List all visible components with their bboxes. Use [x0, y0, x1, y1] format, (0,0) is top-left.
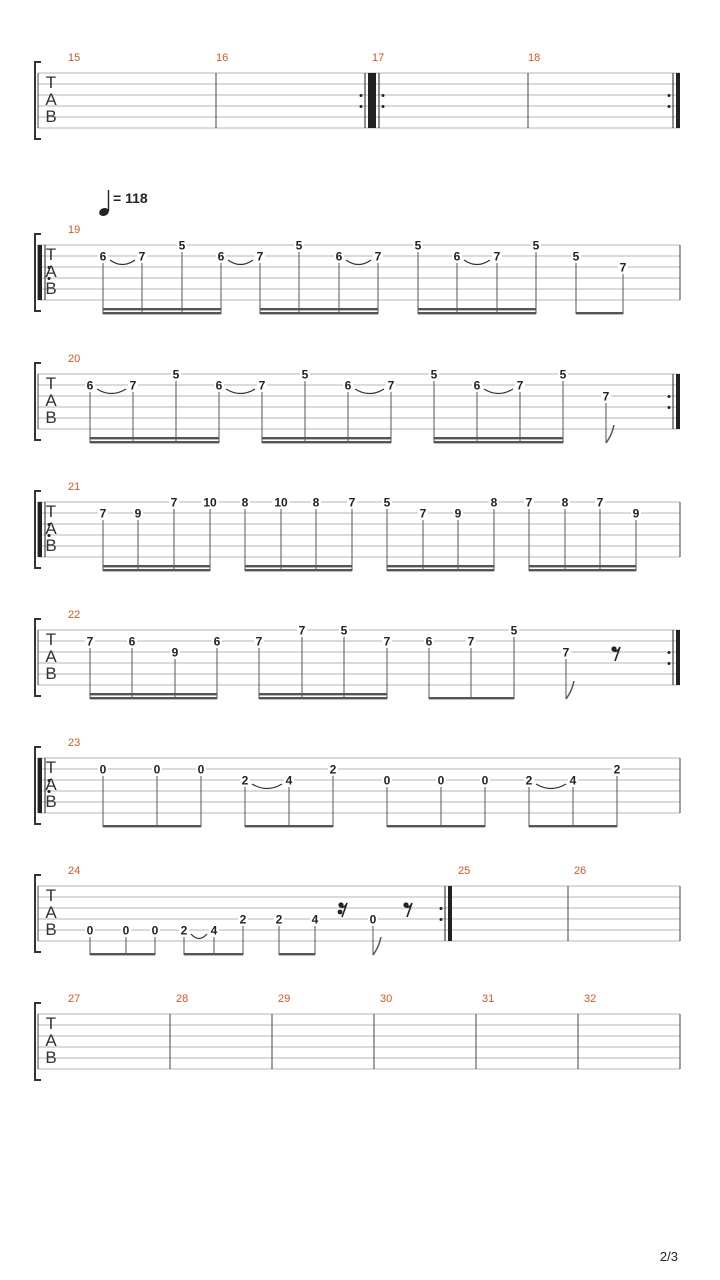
fret-number: 10: [203, 495, 217, 510]
tab-clef-letter: B: [45, 792, 57, 811]
tie: [355, 389, 384, 394]
fret-number: 0: [481, 773, 489, 788]
fret-number: 0: [86, 923, 94, 938]
beam: [529, 565, 636, 567]
tab-system: [35, 737, 680, 827]
fret-number: 0: [99, 762, 107, 777]
repeat-start-thick-bar: [38, 758, 42, 813]
repeat-dot: [668, 651, 671, 654]
repeat-dot: [360, 94, 363, 97]
repeat-end-thick-bar: [448, 886, 452, 941]
fret-number: 4: [311, 912, 319, 927]
fret-number: 5: [301, 367, 309, 382]
fret-number: 7: [596, 495, 604, 510]
tab-system: [35, 609, 680, 699]
measure-number: 20: [68, 353, 81, 365]
beam: [387, 825, 485, 827]
fret-number: 0: [151, 923, 159, 938]
beam: [387, 565, 494, 567]
tab-clef-letter: T: [45, 73, 57, 92]
fret-number: 10: [274, 495, 288, 510]
fret-number: 6: [335, 249, 343, 264]
fret-number: 7: [256, 249, 264, 264]
measure-number: 18: [528, 52, 541, 64]
fret-number: 7: [467, 634, 475, 649]
measure: [68, 353, 680, 443]
tab-clef-letter: A: [45, 903, 57, 922]
fret-number: 5: [295, 238, 303, 253]
beam: [260, 312, 378, 314]
fret-number: 5: [383, 495, 391, 510]
fret-number: 5: [178, 238, 186, 253]
tab-clef-letter: B: [45, 920, 57, 939]
tab-system: [35, 52, 680, 139]
tab-system: [35, 353, 680, 443]
fret-number: 5: [532, 238, 540, 253]
tie: [226, 389, 255, 394]
page-number: 2/3: [659, 1249, 678, 1264]
fret-number: 5: [510, 623, 518, 638]
repeat-end-thick-bar: [676, 374, 680, 429]
fret-number: 7: [383, 634, 391, 649]
fret-number: 7: [602, 389, 610, 404]
fret-number: 6: [344, 378, 352, 393]
repeat-end-thick-bar: [368, 73, 372, 128]
beam: [90, 953, 155, 955]
repeat-dot: [440, 907, 443, 910]
tab-clef-letter: B: [45, 536, 57, 555]
tab-clef-letter: A: [45, 647, 57, 666]
fret-number: 7: [493, 249, 501, 264]
measure-number: 31: [482, 993, 495, 1005]
repeat-dot: [668, 395, 671, 398]
fret-number: 2: [525, 773, 533, 788]
beam: [90, 437, 219, 439]
beam: [103, 565, 210, 567]
beam: [103, 308, 221, 310]
tie: [346, 260, 371, 265]
beam: [418, 312, 536, 314]
note-flag: [606, 425, 614, 443]
beam: [90, 693, 217, 695]
fret-number: 9: [454, 506, 462, 521]
measure-number: 22: [68, 609, 81, 621]
fret-number: 7: [348, 495, 356, 510]
fret-number: 4: [285, 773, 293, 788]
tab-clef-letter: T: [45, 630, 57, 649]
fret-number: 2: [239, 912, 247, 927]
measure-number: 32: [584, 993, 597, 1005]
beam: [184, 953, 243, 955]
beam: [103, 569, 210, 571]
beam: [576, 312, 623, 314]
beam: [259, 697, 387, 699]
beam: [103, 825, 201, 827]
tab-clef-letter: T: [45, 245, 57, 264]
fret-number: 6: [473, 378, 481, 393]
beam: [90, 697, 217, 699]
tempo-marking: = 118: [113, 190, 148, 206]
fret-number: 4: [569, 773, 577, 788]
tab-system: [35, 865, 680, 955]
fret-number: 2: [180, 923, 188, 938]
repeat-start-thick-bar: [38, 245, 42, 300]
fret-number: 5: [172, 367, 180, 382]
fret-number: 7: [170, 495, 178, 510]
measure: [68, 737, 680, 827]
fret-number: 7: [525, 495, 533, 510]
tab-clef-letter: B: [45, 107, 57, 126]
measure: [68, 481, 680, 571]
repeat-dot: [668, 94, 671, 97]
fret-number: 7: [99, 506, 107, 521]
fret-number: 7: [129, 378, 137, 393]
beam: [387, 569, 494, 571]
tab-clef-letter: A: [45, 775, 57, 794]
measure-number: 26: [574, 865, 587, 877]
fret-number: 7: [138, 249, 146, 264]
fret-number: 6: [86, 378, 94, 393]
measure: [68, 609, 680, 699]
tie: [228, 260, 253, 265]
fret-number: 2: [329, 762, 337, 777]
tie: [536, 784, 566, 789]
fret-number: 6: [128, 634, 136, 649]
fret-number: 8: [490, 495, 498, 510]
fret-number: 8: [561, 495, 569, 510]
fret-number: 9: [134, 506, 142, 521]
fret-number: 8: [241, 495, 249, 510]
fret-number: 6: [217, 249, 225, 264]
beam: [245, 565, 352, 567]
measure-number: 16: [216, 52, 229, 64]
beam: [259, 693, 387, 695]
measure: [68, 865, 452, 955]
fret-number: 5: [559, 367, 567, 382]
tab-system: [35, 993, 680, 1080]
tab-clef-letter: B: [45, 279, 57, 298]
measure-number: 19: [68, 224, 81, 236]
repeat-dot: [668, 662, 671, 665]
measure-number: 17: [372, 52, 385, 64]
tab-clef-letter: A: [45, 90, 57, 109]
measure: [68, 224, 680, 314]
repeat-dot: [382, 105, 385, 108]
fret-number: 7: [419, 506, 427, 521]
fret-number: 0: [197, 762, 205, 777]
tab-system: [35, 190, 680, 314]
repeat-end-thick-bar: [676, 630, 680, 685]
beam: [245, 825, 333, 827]
tab-system: [35, 481, 680, 571]
fret-number: 7: [619, 260, 627, 275]
fret-number: 9: [632, 506, 640, 521]
repeat-dot: [382, 94, 385, 97]
tie: [464, 260, 490, 265]
fret-number: 7: [298, 623, 306, 638]
repeat-dot: [668, 105, 671, 108]
tie: [252, 784, 282, 789]
tab-clef-letter: B: [45, 1048, 57, 1067]
repeat-dot: [440, 918, 443, 921]
fret-number: 0: [369, 912, 377, 927]
fret-number: 2: [241, 773, 249, 788]
tab-clef-letter: B: [45, 664, 57, 683]
repeat-end-thick-bar: [676, 73, 680, 128]
fret-number: 9: [171, 645, 179, 660]
fret-number: 5: [430, 367, 438, 382]
fret-number: 7: [387, 378, 395, 393]
beam: [279, 953, 315, 955]
repeat-dot: [668, 406, 671, 409]
beam: [434, 441, 563, 443]
note-flag: [566, 681, 574, 699]
tab-clef-letter: T: [45, 502, 57, 521]
tab-clef-letter: B: [45, 408, 57, 427]
tab-clef-letter: T: [45, 758, 57, 777]
fret-number: 8: [312, 495, 320, 510]
measure-number: 15: [68, 52, 81, 64]
fret-number: 6: [99, 249, 107, 264]
beam: [529, 569, 636, 571]
beam: [260, 308, 378, 310]
tab-clef-letter: T: [45, 374, 57, 393]
beam: [434, 437, 563, 439]
tab-clef-letter: A: [45, 391, 57, 410]
fret-number: 7: [255, 634, 263, 649]
fret-number: 7: [258, 378, 266, 393]
tie: [97, 389, 126, 394]
repeat-dot: [360, 105, 363, 108]
repeat-start-thick-bar: [38, 502, 42, 557]
tab-clef-letter: A: [45, 1031, 57, 1050]
rest-dot: [338, 910, 343, 915]
fret-number: 6: [425, 634, 433, 649]
tie: [484, 389, 513, 394]
fret-number: 5: [572, 249, 580, 264]
fret-number: 2: [613, 762, 621, 777]
fret-number: 0: [153, 762, 161, 777]
fret-number: 6: [453, 249, 461, 264]
fret-number: 5: [414, 238, 422, 253]
beam: [429, 697, 514, 699]
fret-number: 7: [374, 249, 382, 264]
measure-number: 21: [68, 481, 81, 493]
repeat-start-thick-bar: [372, 73, 376, 128]
fret-number: 7: [86, 634, 94, 649]
fret-number: 2: [275, 912, 283, 927]
fret-number: 5: [340, 623, 348, 638]
beam: [418, 308, 536, 310]
beam: [245, 569, 352, 571]
measure-number: 27: [68, 993, 81, 1005]
measure-number: 29: [278, 993, 291, 1005]
tab-clef-letter: A: [45, 262, 57, 281]
fret-number: 0: [122, 923, 130, 938]
fret-number: 0: [437, 773, 445, 788]
tab-clef-letter: T: [45, 1014, 57, 1033]
beam: [262, 441, 391, 443]
tie: [110, 260, 135, 265]
fret-number: 6: [215, 378, 223, 393]
fret-number: 7: [562, 645, 570, 660]
fret-number: 7: [516, 378, 524, 393]
measure-number: 30: [380, 993, 393, 1005]
beam: [262, 437, 391, 439]
fret-number: 0: [383, 773, 391, 788]
note-flag: [373, 937, 381, 955]
measure-number: 25: [458, 865, 471, 877]
tab-clef-letter: T: [45, 886, 57, 905]
tab-clef-letter: A: [45, 519, 57, 538]
measure-number: 23: [68, 737, 81, 749]
tie: [191, 934, 207, 939]
measure-number: 28: [176, 993, 189, 1005]
measure-number: 24: [68, 865, 81, 877]
fret-number: 4: [210, 923, 218, 938]
beam: [529, 825, 617, 827]
fret-number: 6: [213, 634, 221, 649]
beam: [103, 312, 221, 314]
beam: [90, 441, 219, 443]
